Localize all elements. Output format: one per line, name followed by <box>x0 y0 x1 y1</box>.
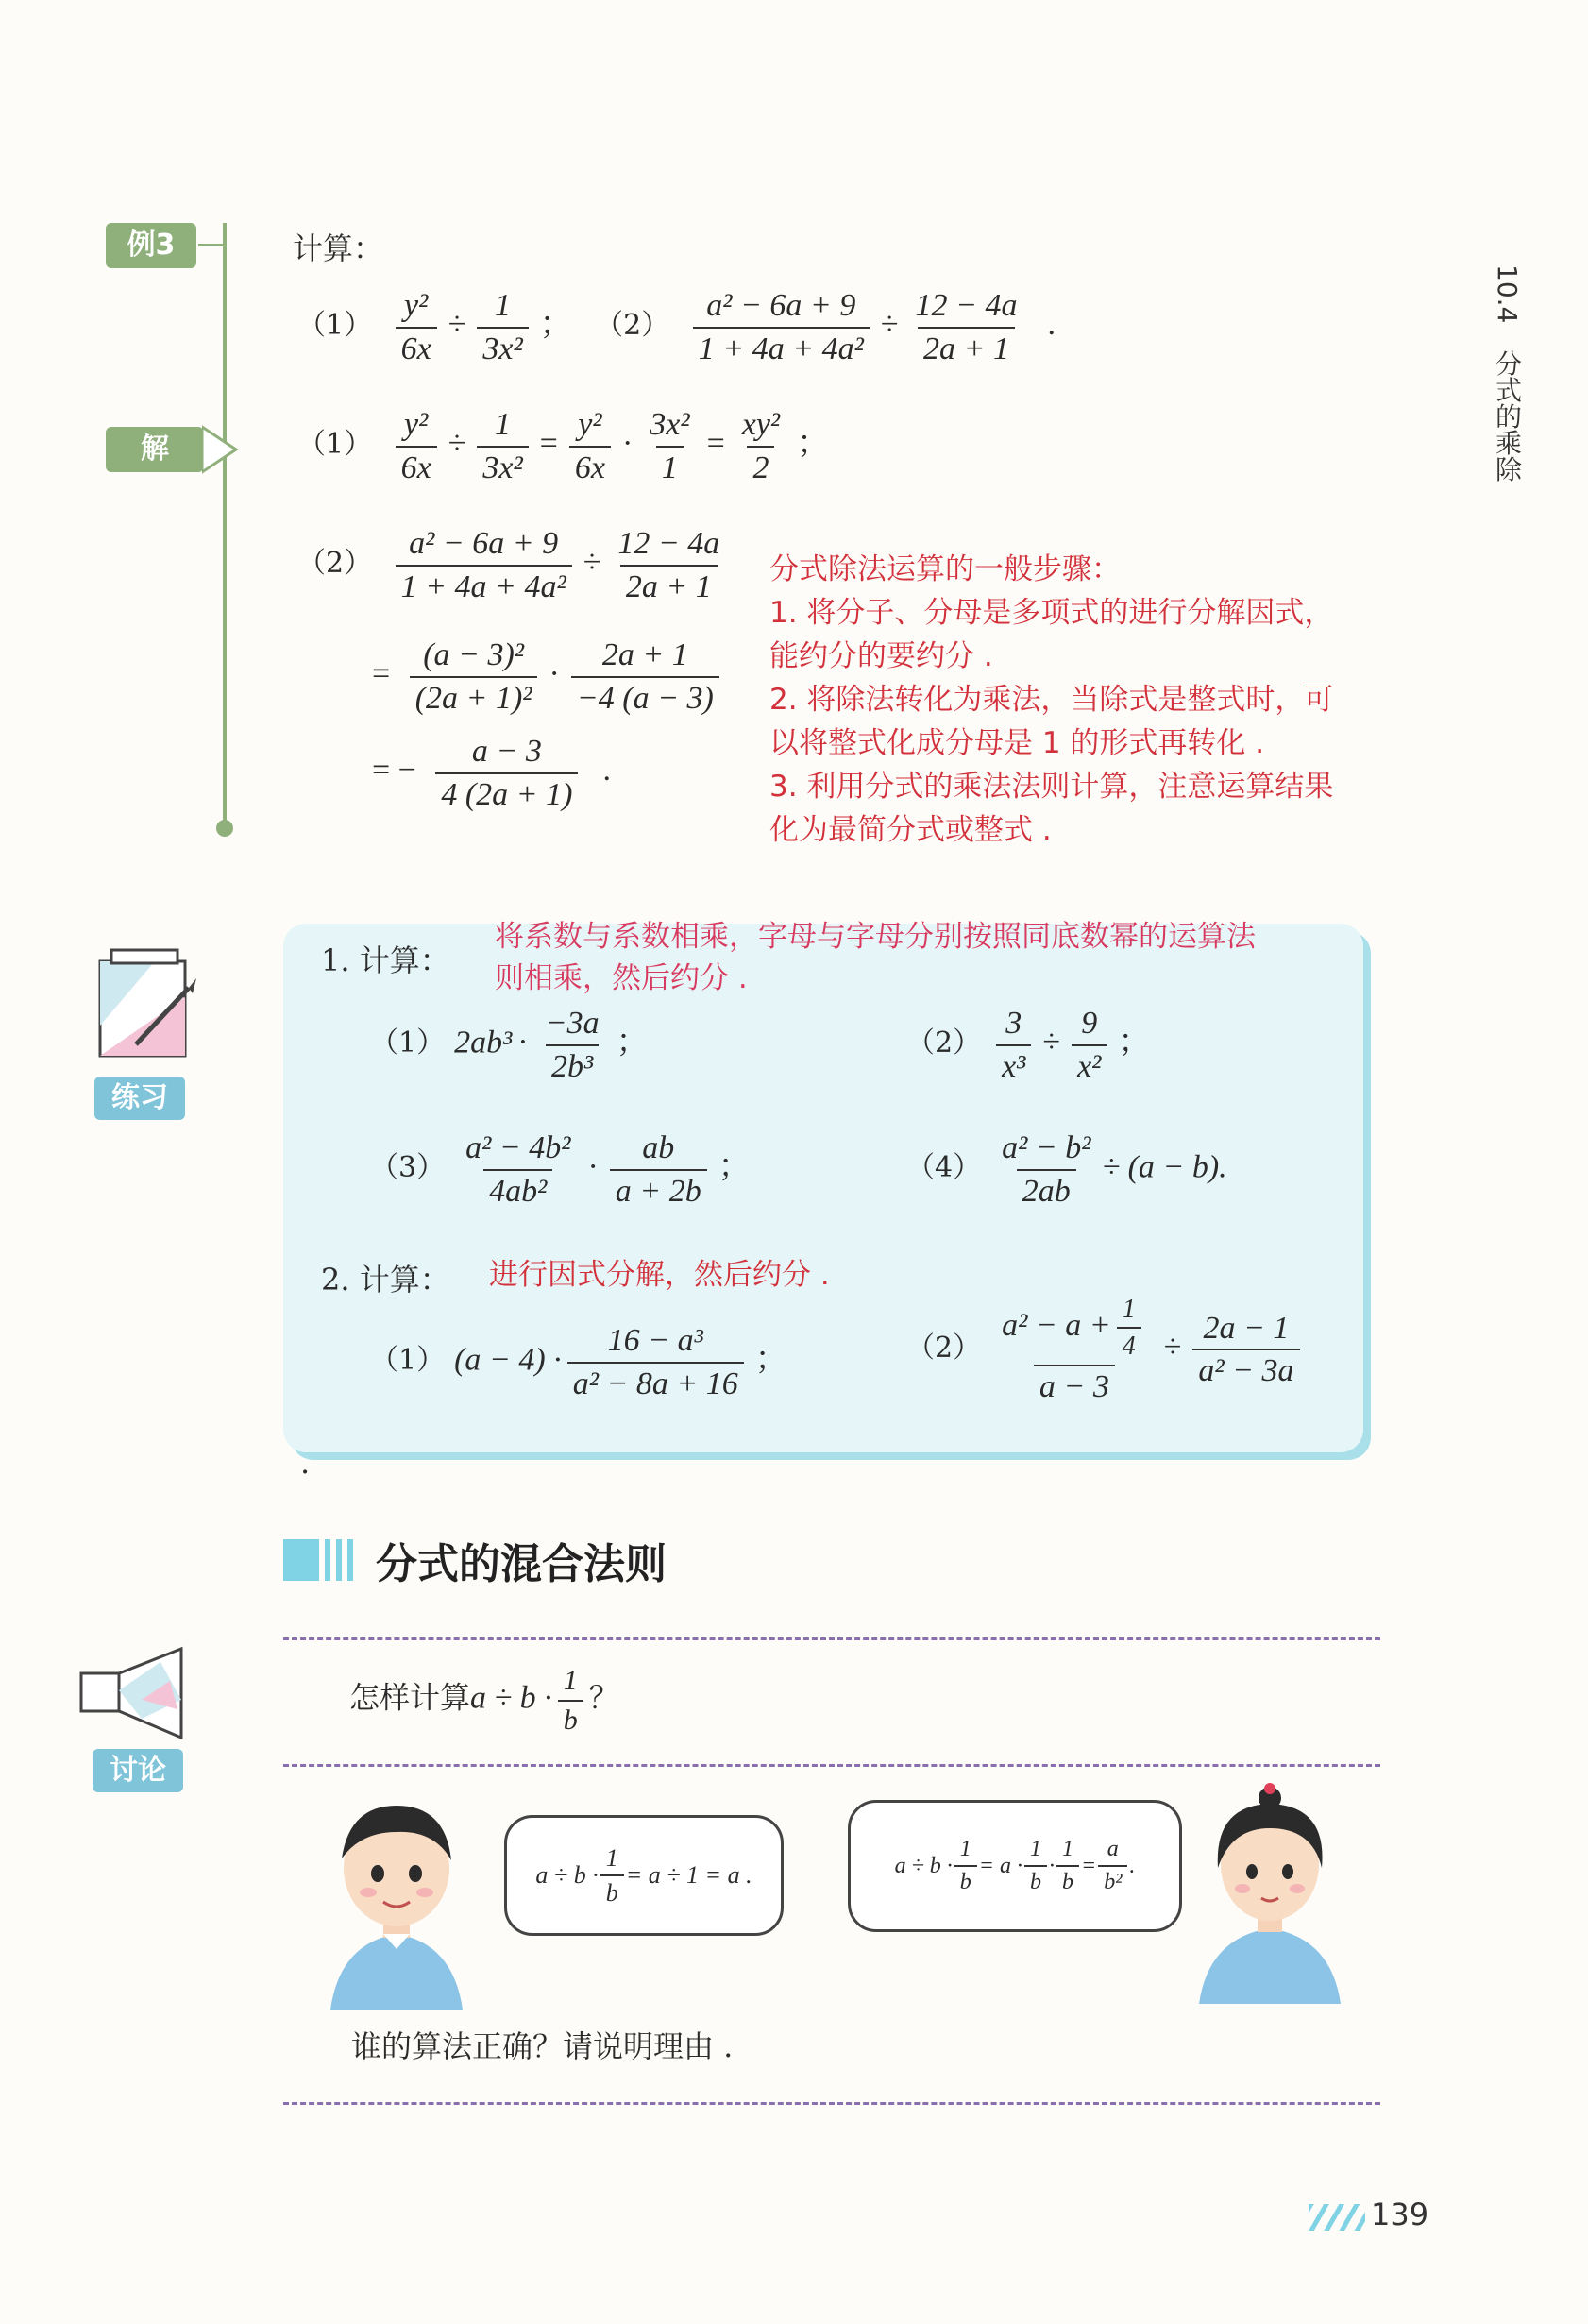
rail-dot <box>216 820 233 837</box>
solution-tag-arrow <box>202 425 240 474</box>
practice-q1-item-4: （4） $\frac{\text{a² − b²}}{2ab}$ ÷ (a − b). <box>906 1130 1227 1209</box>
note-line: 3. 利用分式的乘法法则计算，注意运算结果 <box>769 770 1334 804</box>
divider-middle <box>283 1764 1380 1767</box>
chapter-side-header: 10.4 分式的乘除 <box>1492 264 1523 483</box>
practice-q2-item-2: （2） a² − a + $\frac{1}{4}$ a − 3 ÷ $\frac{2a - 1}{\text{a² − 3a}}$ <box>906 1296 1306 1403</box>
practice-q1-label: 1. 计算： <box>321 942 450 978</box>
practice-q2-label: 2. 计算： <box>321 1262 450 1298</box>
practice-q1-item-2: （2） $\frac{3}{\text{x³}}$ ÷ $\frac{9}{\text{x²}}$ ； <box>906 1006 1151 1084</box>
practice-q1-item-3: （3） $\frac{\text{a² − 4b²}}{\text{4ab²}}$ · $\frac{ab}{a + 2b}$ ； <box>370 1130 751 1209</box>
note-line: 2. 将除法转化为乘法，当除式是整式时，可 <box>769 683 1334 717</box>
page-number-stripes <box>1309 2204 1365 2231</box>
solution-tag: 解 <box>106 427 204 472</box>
boy-illustration <box>302 1783 491 2010</box>
girl-speech-bubble: a ÷ b · $\frac{1}{b}$ = a · $\frac{1}{b}$ · $\frac{1}{b}$ = $\frac{a}{\text{b²}}$ . <box>848 1800 1182 1932</box>
megaphone-icon <box>76 1643 189 1747</box>
note-line: 1. 将分子、分母是多项式的进行分解因式， <box>769 596 1334 630</box>
example-rail <box>223 223 227 827</box>
solution-part-2-line3: = − $\frac{a - 3}{4 (2a + 1)}$ . <box>372 734 611 812</box>
discussion-followup: 谁的算法正确？请说明理由 . <box>351 2028 734 2064</box>
example-prompt: 计算： <box>293 230 384 266</box>
page-number: 139 <box>1371 2197 1429 2232</box>
note-line: 以将整式化成分母是 1 的形式再转化 . <box>769 726 1265 760</box>
note-line: 化为最简分式或整式 . <box>769 813 1052 847</box>
discussion-question: 怎样计算a ÷ b · $\frac{1}{b}$ ？ <box>349 1665 619 1736</box>
discussion-tag: 讨论 <box>93 1749 183 1792</box>
practice-q2-hint: 进行因式分解，然后约分 . <box>489 1258 830 1292</box>
note-title: 分式除法运算的一般步骤： <box>769 552 1121 586</box>
solution-part-2-line2: = $\frac{\text{(a − 3)²}}{\text{(2a + 1)²}}$ · $\frac{2a + 1}{-4 (a - 3)}$ <box>366 638 725 715</box>
stray-dot: . <box>300 1445 311 1481</box>
division-steps-note <box>769 548 1430 852</box>
practice-tag: 练习 <box>94 1077 185 1120</box>
practice-q1-hint: 将系数与系数相乘，字母与字母分别按照同底数幂的运算法 则相乘，然后约分 . <box>495 920 1256 995</box>
solution-part-2-line1: （2） $\frac{\text{a² − 6a + 9}}{\text{1 + 4a + 4a²}}$ ÷ $\frac{12 - 4a}{2a + 1}$ <box>297 526 720 604</box>
section-marker-bars <box>325 1539 359 1581</box>
pencil-notebook-icon <box>79 941 202 1073</box>
example-tag: 例3 <box>106 223 196 268</box>
practice-q2-item-1: （1） (a − 4) · $\frac{\text{16 − a³}}{\text{a² − 8a + 16}}$ ； <box>370 1323 787 1401</box>
example-problems: （1） $\frac{\text{y²}}{6x}$ ÷ $\frac{1}{\text{3x²}}$ ； （2） $\frac{\text{a² − 6a + 9}}{\text{1 + 4a + 4a²}}$ ÷ $\frac{12 - 4a}{2a + 1}$ . <box>297 288 1056 366</box>
divider-top <box>283 1637 1380 1640</box>
note-line: 能约分的要约分 . <box>769 639 993 673</box>
practice-q1-item-1: （1） 2ab³ · $\frac{-3a}{\text{2b³}}$ ； <box>370 1006 649 1084</box>
section-marker <box>283 1539 319 1581</box>
solution-part-1: （1） $\frac{\text{y²}}{6x}$ ÷ $\frac{1}{\text{3x²}}$ = $\frac{\text{y²}}{6x}$ · $\frac{\text{3x²}}{1}$ = $\frac{\text{xy²}}{2}$ ； <box>297 407 830 485</box>
girl-illustration <box>1180 1777 1360 2004</box>
section-title: 分式的混合法则 <box>376 1540 667 1588</box>
boy-speech-bubble: a ÷ b · $\frac{1}{b}$ = a ÷ 1 = a . <box>504 1815 784 1936</box>
divider-bottom <box>283 2102 1380 2105</box>
rail-tick <box>198 244 227 246</box>
